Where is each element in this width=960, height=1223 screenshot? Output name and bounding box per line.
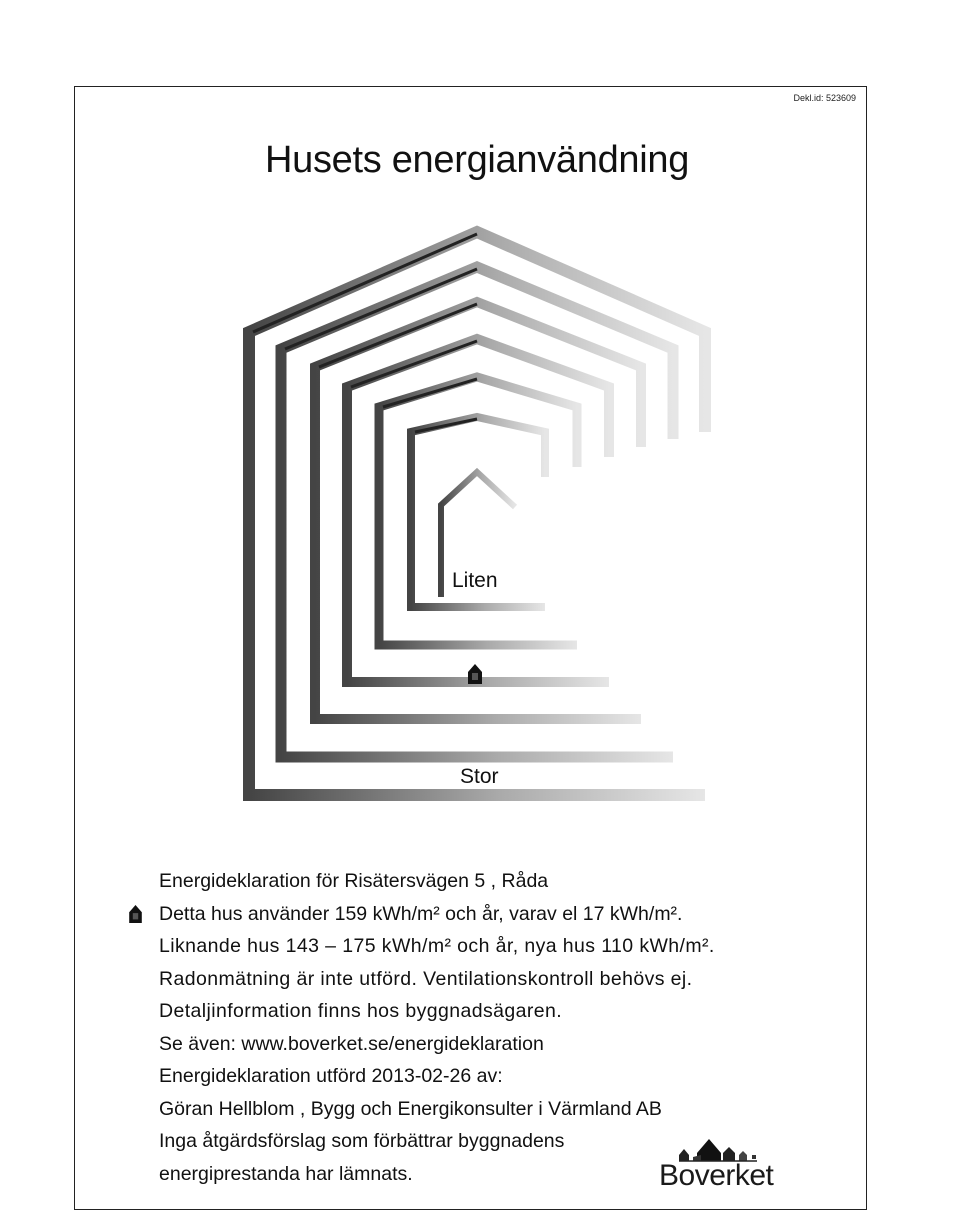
house-outline-3 — [315, 302, 641, 719]
document-frame — [74, 86, 867, 1210]
comparison-line: Liknande hus 143 – 175 kWh/m² och år, nya hus 110 kWh/m². — [159, 935, 715, 957]
declaration-info — [159, 865, 715, 1190]
performer-line: Göran Hellblom , Bygg och Energikonsulter i Värmland AB — [159, 1097, 662, 1120]
see-also-line: Se även: www.boverket.se/energideklaration — [159, 1032, 544, 1055]
energy-scale-house-graphic — [75, 87, 868, 847]
radon-line: Radonmätning är inte utförd. Ventilationskontroll behövs ej. — [159, 967, 693, 990]
proposal-line-2: energiprestanda har lämnats. — [159, 1162, 413, 1185]
address-line: Energideklaration för Risätersvägen 5 , Råda — [159, 870, 549, 892]
house-bullet-icon — [129, 905, 142, 923]
house-outline-4 — [347, 339, 609, 682]
proposal-line-1: Inga åtgärdsförslag som förbättrar byggnadens — [159, 1130, 565, 1152]
detail-line: Detaljinformation finns hos byggnadsägaren. — [159, 1000, 563, 1022]
usage-line: Detta hus använder 159 kWh/m² och år, varav el 17 kWh/m². — [159, 902, 683, 925]
boverket-logo-text: Boverket — [659, 1159, 774, 1192]
scale-label-liten: Liten — [452, 569, 498, 592]
declaration-id: Dekl.id: 523609 — [793, 93, 856, 103]
page-title: Husets energianvändning — [265, 139, 690, 181]
house-marker-icon — [468, 664, 482, 684]
scale-label-stor: Stor — [460, 765, 499, 788]
performed-line: Energideklaration utförd 2013-02-26 av: — [159, 1065, 503, 1087]
